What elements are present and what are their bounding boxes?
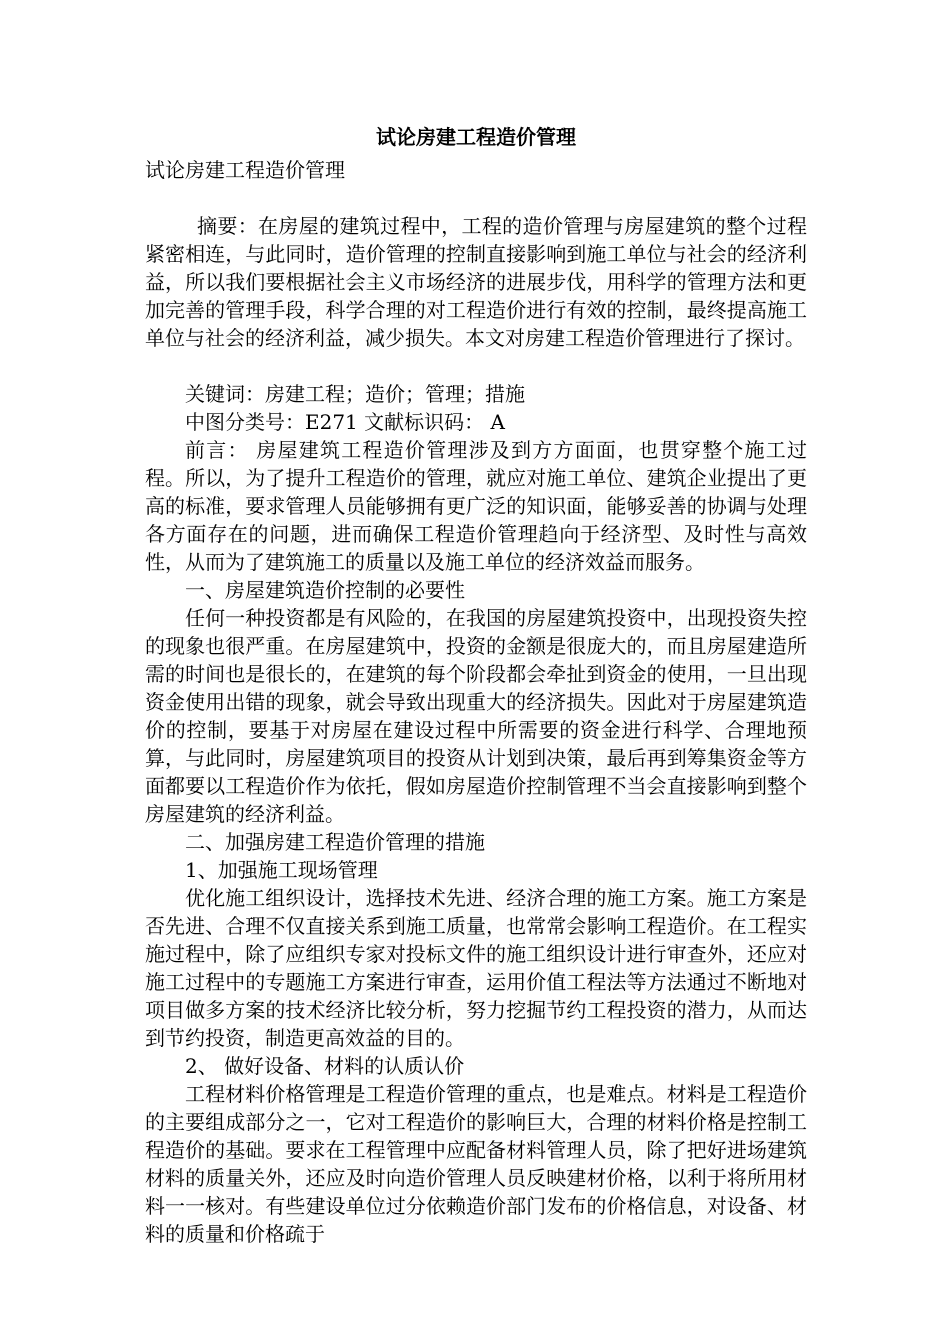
subsection1-paragraph: 优化施工组织设计，选择技术先进、经济合理的施工方案。施工方案是否先进、合理不仅直接关系到施工质量，也常常会影响工程造价。在工程实施过程中，除了应组织专家对投标文件的施工组织设计进行审查外，还应对施工过程中的专题施工方案进行审查，运用价值工程法等方法通过不断地对项目做多方案的技术经济比较分析，努力挖掘节约工程投资的潜力，从而达到节约投资，制造更高效益的目的。 — [145, 886, 807, 1050]
subsection2-heading: 2、 做好设备、材料的认质认价 — [185, 1054, 465, 1078]
document-page — [145, 118, 807, 1248]
document-subtitle: 试论房建工程造价管理 — [145, 158, 345, 182]
preface-paragraph: 前言： 房屋建筑工程造价管理涉及到方方面面，也贯穿整个施工过程。所以，为了提升工程造价的管理，就应对施工单位、建筑企业提出了更高的标准，要求管理人员能够拥有更广泛的知识面，能够妥善的协调与处理各方面存在的问题，进而确保工程造价管理趋向于经济型、及时性与高效性，从而为了建筑施工的质量以及施工单位的经济效益而服务。 — [145, 438, 807, 574]
blank-line — [145, 352, 807, 380]
subsection1-heading: 1、加强施工现场管理 — [185, 858, 378, 882]
section1-paragraph: 任何一种投资都是有风险的，在我国的房屋建筑投资中，出现投资失控的现象也很严重。在房屋建筑中，投资的金额是很庞大的，而且房屋建造所需的时间也是很长的，在建筑的每个阶段都会牵扯到资金的使用，一旦出现资金使用出错的现象，就会导致出现重大的经济损失。因此对于房屋建筑造价的控制，要基于对房屋在建设过程中所需要的资金进行科学、合理地预算，与此同时，房屋建筑项目的投资从计划到决策，最后再到筹集资金等方面都要以工程造价作为依托，假如房屋造价控制管理不当会直接影响到整个房屋建筑的经济利益。 — [145, 606, 807, 826]
abstract-paragraph: 摘要：在房屋的建筑过程中，工程的造价管理与房屋建筑的整个过程紧密相连，与此同时，造价管理的控制直接影响到施工单位与社会的经济利益，所以我们要根据社会主义市场经济的进展步伐，用科学的管理方法和更加完善的管理手段，科学合理的对工程造价进行有效的控制，最终提高施工单位与社会的经济利益，减少损失。本文对房建工程造价管理进行了探讨。 — [145, 214, 807, 350]
section1-heading: 一、房屋建筑造价控制的必要性 — [185, 578, 465, 602]
keywords-line: 关键词：房建工程；造价；管理；措施 — [185, 382, 525, 406]
blank-line — [145, 184, 807, 212]
document-title: 试论房建工程造价管理 — [376, 125, 576, 149]
classification-line: 中图分类号：E271 文献标识码： A — [185, 410, 505, 434]
subsection2-paragraph: 工程材料价格管理是工程造价管理的重点，也是难点。材料是工程造价的主要组成部分之一，它对工程造价的影响巨大，合理的材料价格是控制工程造价的基础。要求在工程管理中应配备材料管理人员，除了把好进场建筑材料的质量关外，还应及时向造价管理人员反映建材价格，以利于将所用材料一一核对。有些建设单位过分依赖造价部门发布的价格信息，对设备、材料的质量和价格疏于 — [145, 1082, 807, 1246]
section2-heading: 二、加强房建工程造价管理的措施 — [185, 830, 485, 854]
